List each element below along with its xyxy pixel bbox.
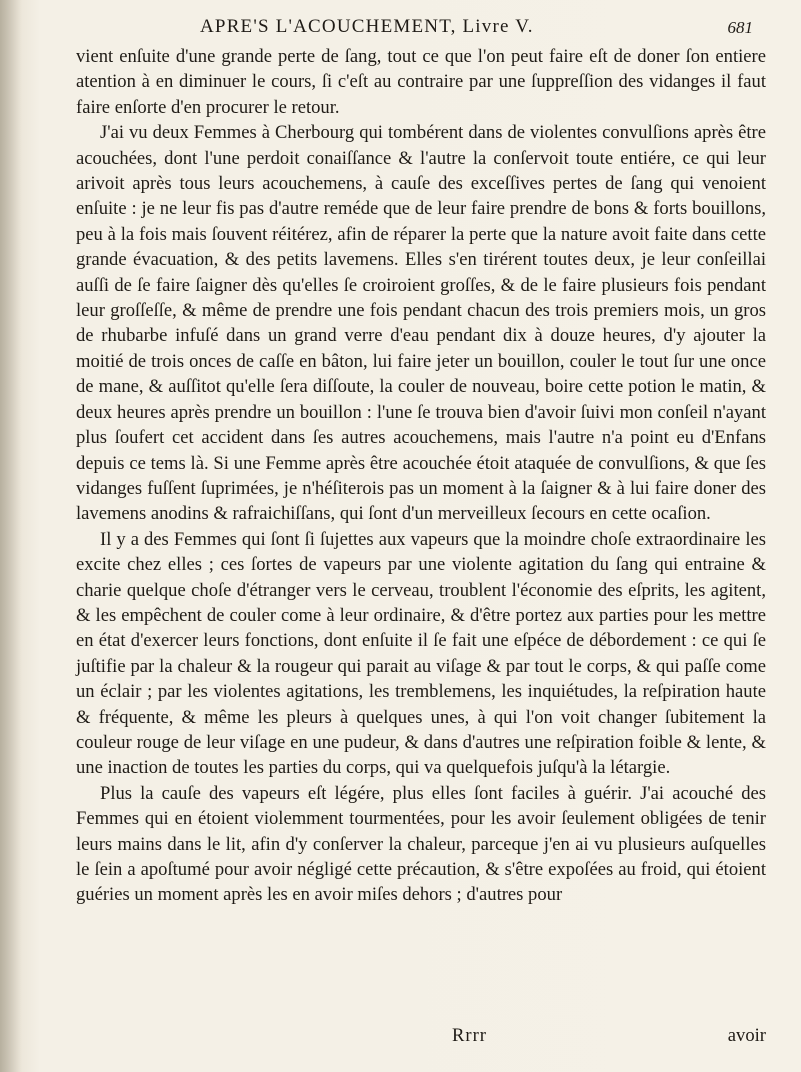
page-footer: [76, 1025, 766, 1051]
running-title: APRE'S L'ACOUCHEMENT, Livre V.: [200, 16, 534, 37]
paragraph: Il y a des Femmes qui ſont ſi ſujettes aux vapeurs que la moindre choſe extraordinaire les excite chez elles ; ces ſortes de vapeurs par une violente agitation du ſang qui entraine & charie quelque choſe d'étranger vers le cerveau, troublent l'économie des eſprits, les agitent, & les empêchent de couler come à leur ordinaire, & d'être portez aux parties pour les mettre en état d'exercer leurs fonctions, dont enſuite il ſe fait une eſpéce de débordement : ce qui ſe juſtifie par la chaleur & la rougeur qui parait au viſage & par tout le corps, & qui paſſe come un éclair ; par les violentes agitations, les tremblemens, les inquiétudes, la reſpiration haute & fréquente, & même les pleurs à quelques unes, à qui l'on voit changer ſubitement la couleur rouge de leur viſage en une pudeur, & dans d'autres une reſpiration foible & lente, & une inaction de toutes les parties du corps, qui va quelquefois juſqu'à la létargie.: [76, 528, 766, 779]
paragraph: J'ai vu deux Femmes à Cherbourg qui tombérent dans de violentes convulſions après être acouchées, dont l'une perdoit conaiſſance & l'autre la conſervoit toute entiére, ce qui leur arivoit après tous leurs acouchemens, à cauſe des exceſſives pertes de ſang qui venoient enſuite : je ne leur fis pas d'autre reméde que de leur faire prendre de bons & forts bouillons, peu à la fois mais ſouvent réitérez, afin de réparer la perte que la nature avoit faite dans cette grande évacuation, & des petits lavemens. Elles s'en tirérent toutes deux, je leur conſeillai auſſi de ſe faire ſaigner dès qu'elles ſe croiroient groſſes, & de le faire plusieurs fois pendant leur groſſeſſe, & même de prendre une fois pendant chacun des trois premiers mois, un gros de rhubarbe infuſé dans un grand verre d'eau pendant dix à douze heures, d'y ajouter la moitié de trois onces de caſſe en bâton, lui faire jeter un bouillon, couler le tout ſur une once de mane, & auſſitot qu'elle ſera diſſoute, la couler de nouveau, boire cette potion le matin, & deux heures après prendre un bouillon : l'une ſe trouva bien d'avoir ſuivi mon conſeil n'ayant plus ſoufert cet accident dans ſes autres acouchemens, mais l'autre n'a point eu d'Enfans depuis ce tems là. Si une Femme après être acouchée étoit ataquée de convulſions, & que ſes vidanges fuſſent ſuprimées, je n'héſiterois pas un moment à la ſaigner & à lui faire doner des lavemens anodins & rafraichiſſans, qui ſont d'un merveilleux ſecours en cette ocaſion.: [76, 122, 766, 525]
paragraph-continued: vient enſuite d'une grande perte de ſang, tout ce que l'on peut faire eſt de doner ſon entiere atention à en diminuer le cours, ſi c'eſt au contraire par une ſuppreſſion des vidanges il faut faire enſorte d'en procurer le retour.: [76, 46, 766, 118]
page-gutter-shadow: [0, 0, 22, 1072]
paragraph: Plus la cauſe des vapeurs eſt légére, plus elles ſont faciles à guérir. J'ai acouché des Femmes qui en étoient violemment tourmentées, pour les avoir ſeulement obligées de tenir leurs mains dans le lit, afin d'y conſerver la chaleur, parceque j'en ai vu plusieurs auſquelles le ſein a apoſtumé pour avoir négligé cette précaution, & s'être expoſées au froid, qui étoient guéries un moment après les en avoir miſes dehors ; d'autres pour: [76, 782, 766, 906]
catchword: avoir: [727, 1025, 766, 1046]
running-header: [70, 16, 761, 44]
page-body: [76, 44, 766, 908]
page-number: 681: [727, 18, 753, 37]
signature-mark: Rrrr: [452, 1025, 487, 1046]
